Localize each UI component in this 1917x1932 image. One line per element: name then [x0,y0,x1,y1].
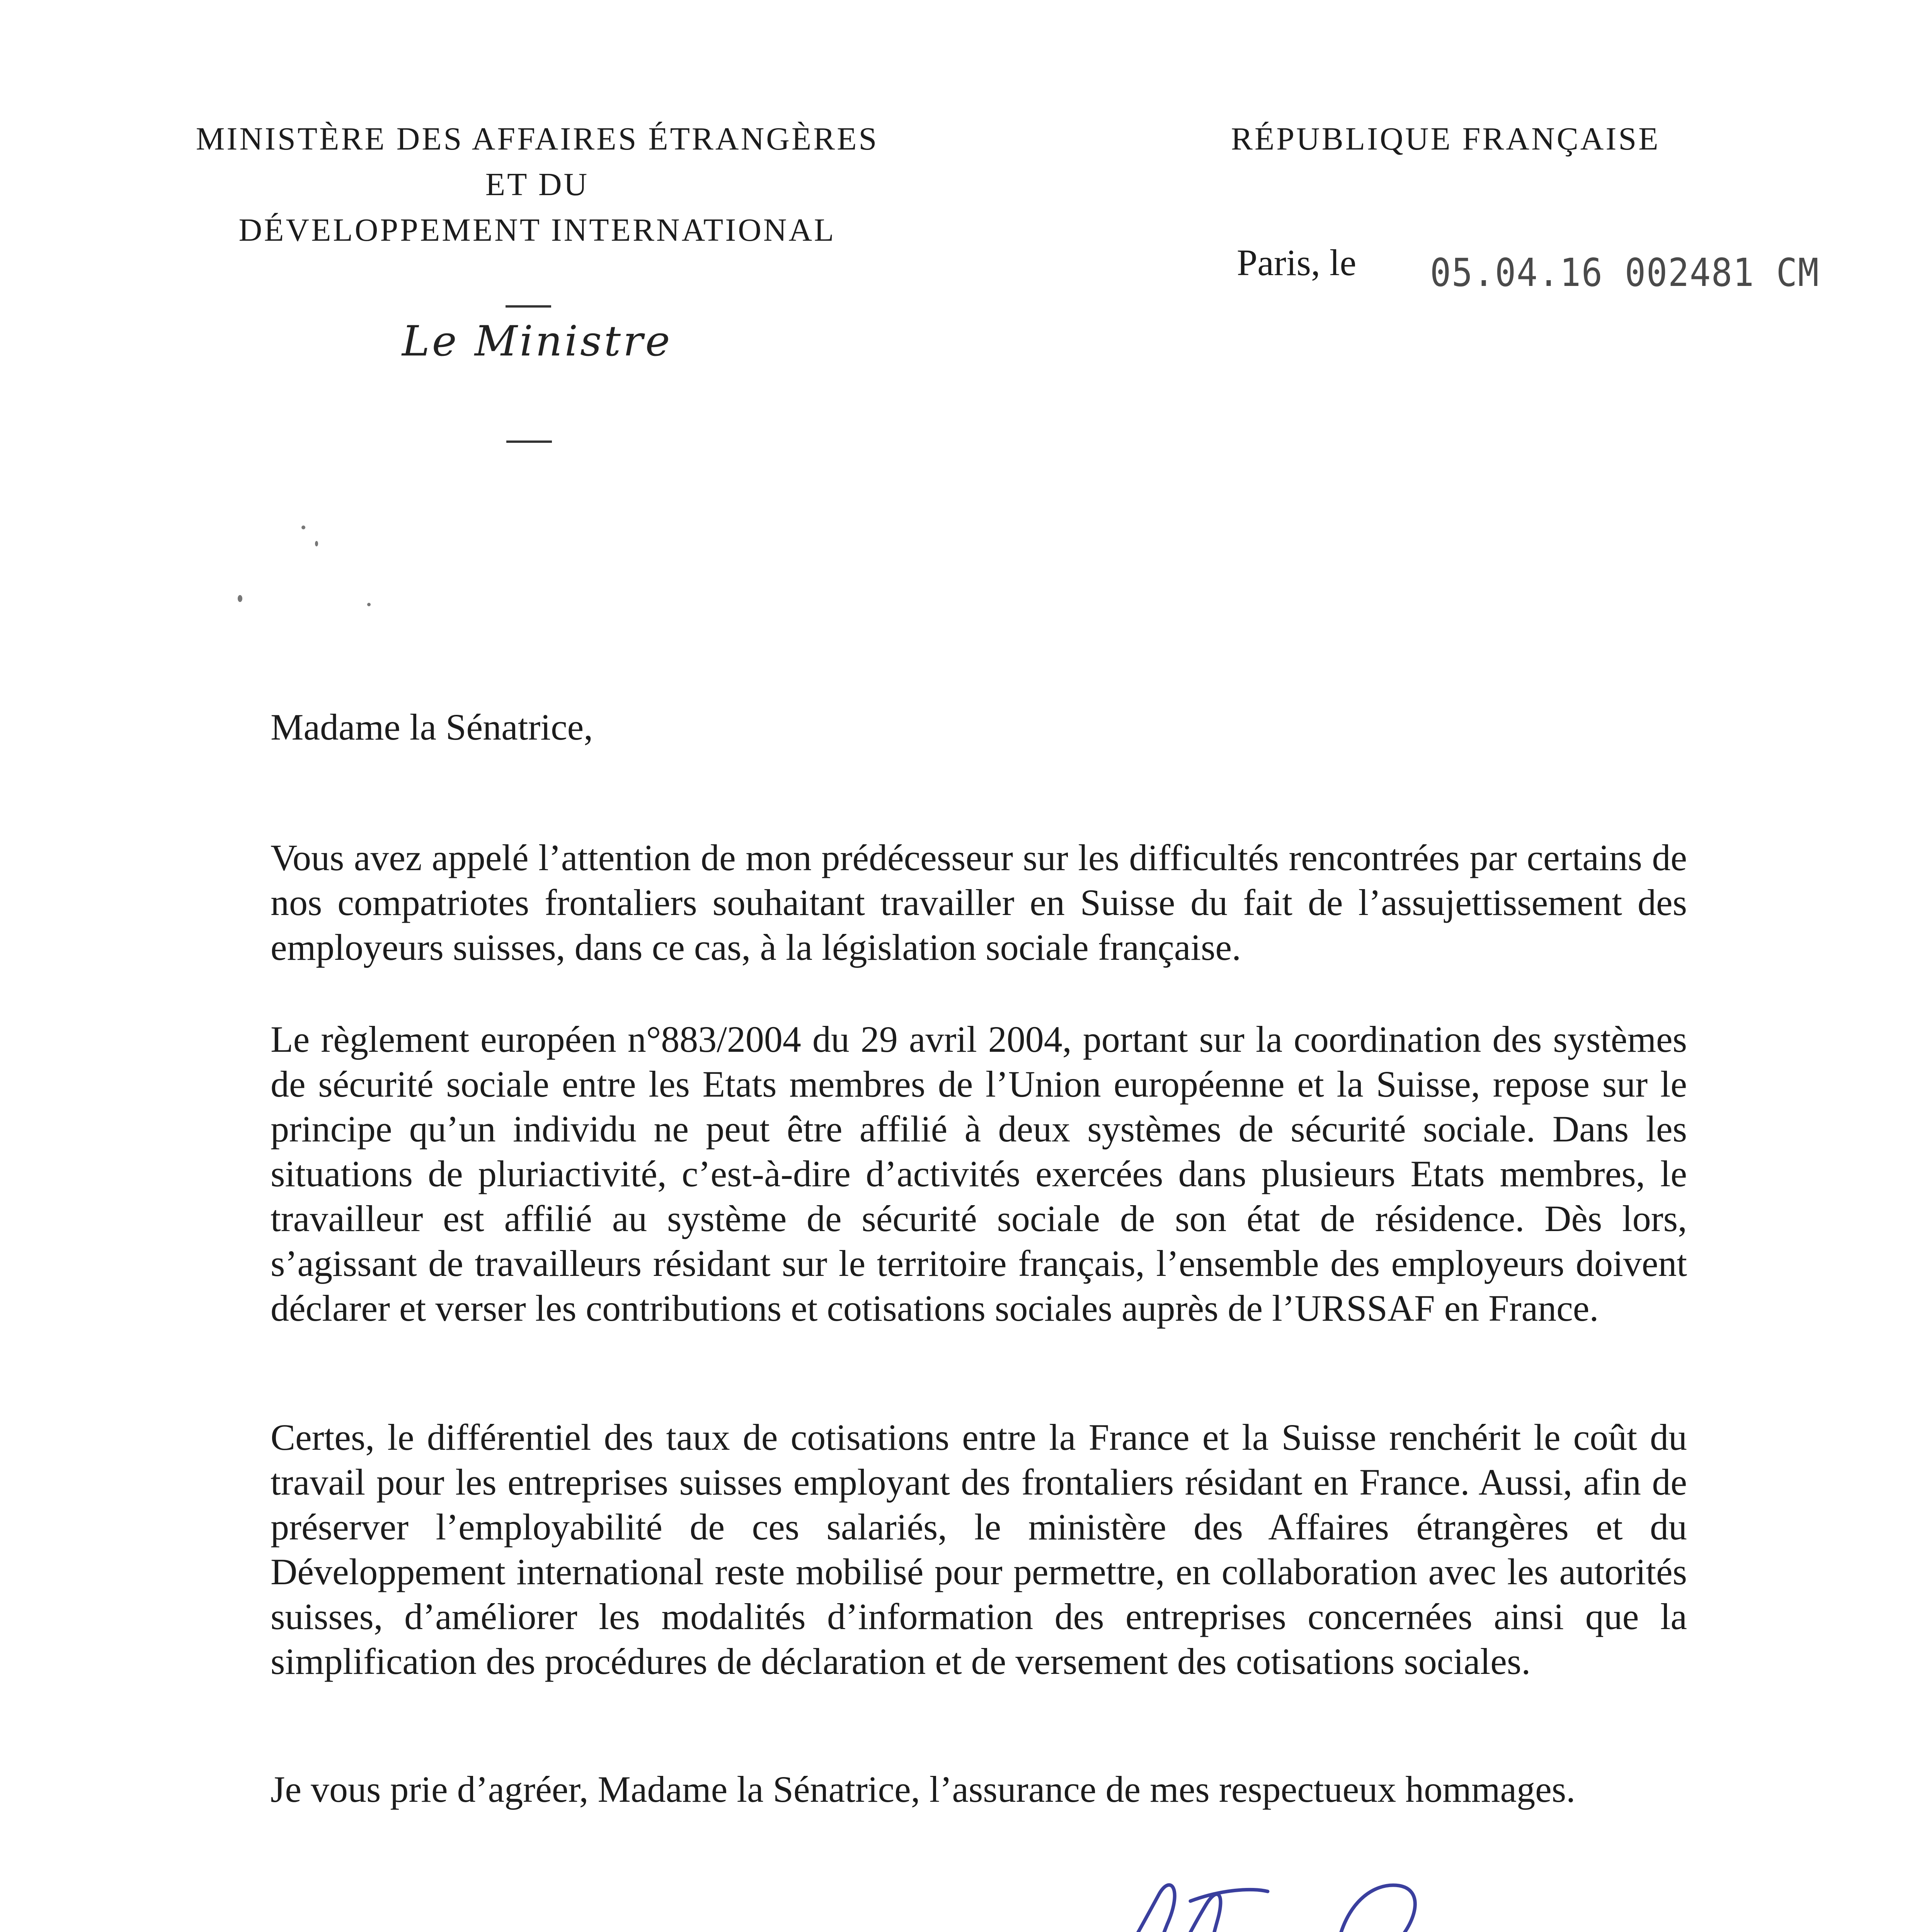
ministry-name-line-3: DÉVELOPPEMENT INTERNATIONAL [238,212,836,248]
header-divider-bottom [506,440,552,443]
ministry-name-line-1: MINISTÈRE DES AFFAIRES ÉTRANGÈRES [196,121,879,157]
ministry-name-line-2: ET DU [485,167,589,202]
scan-speck [238,595,242,602]
salutation: Madame la Sénatrice, [271,706,593,748]
closing-formula: Je vous prie d’agréer, Madame la Sénatrice, l’assurance de mes respectueux hommages. [271,1769,1576,1810]
header-divider-top [506,305,551,308]
body-paragraph-1: Vous avez appelé l’attention de mon prédécesseur sur les difficultés rencontrées par certains de nos compatriotes frontaliers souhaitant travailler en Suisse du fait de l’assujettissement des employeurs suisses, dans ce cas, à la législation sociale française. [271,837,1687,968]
date-reference-stamp: 05.04.16 002481 CM [1430,250,1820,295]
republic-heading: RÉPUBLIQUE FRANÇAISE [1231,121,1660,157]
scan-speck [315,541,318,546]
scan-speck [301,526,305,529]
scan-speck [367,603,371,606]
body-paragraph-3: Certes, le différentiel des taux de cotisations entre la France et la Suisse renchérit le coût du travail pour les entreprises suisses employant des frontaliers résidant en France. Aussi, afin de préserver l’employabilité de ces salariés, le ministère des Affaires étrangères et du Développement international reste mobilisé pour permettre, en collaboration avec les autorités suisses, d’améliorer les modalités d’information des entreprises concernées ainsi que la simplification des procédures de déclaration et de versement des cotisations sociales. [271,1417,1687,1682]
body-paragraph-2: Le règlement européen n°883/2004 du 29 avril 2004, portant sur la coordination des systèmes de sécurité sociale entre les Etats membres de l’Union européenne et la Suisse, repose sur le principe qu’un individu ne peut être affilié à deux systèmes de sécurité sociale. Dans les situations de pluriactivité, c’est-à-dire d’activités exercées dans plusieurs Etats membres, le travailleur est affilié au système de sécurité sociale de son état de résidence. Dès lors, s’agissant de travailleurs résidant sur le territoire français, l’ensemble des employeurs doivent déclarer et verser les contributions et cotisations sociales auprès de l’URSSAF en France. [271,1019,1687,1329]
office-title: Le Ministre [402,317,672,366]
dateline-place: Paris, le [1237,242,1357,283]
handwritten-signature [989,1847,1646,1932]
